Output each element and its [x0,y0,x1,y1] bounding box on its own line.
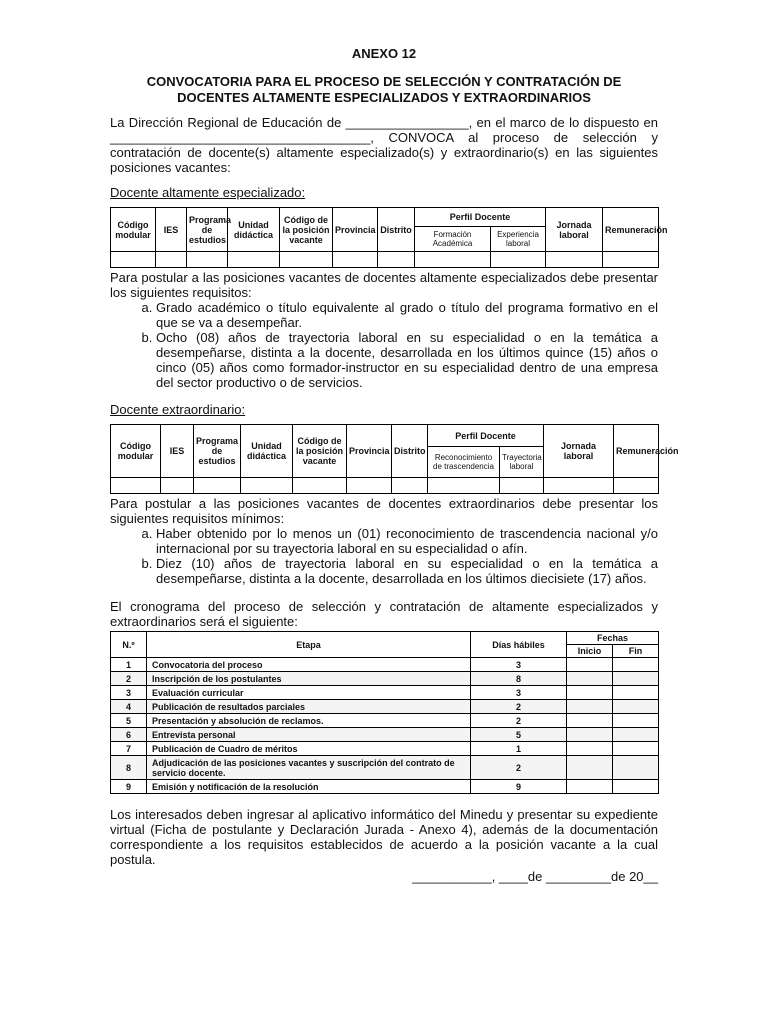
col-remuneracion: Remuneración [614,425,659,478]
col-numero: N.º [111,632,147,658]
col-jornada: Jornada laboral [544,425,614,478]
col-codigo: Código modular [111,208,156,252]
col-provincia: Provincia [333,208,378,252]
row-end [613,700,659,714]
row-stage: Convocatoria del proceso [147,658,471,672]
vacancy-table-extraordinario [110,424,679,494]
row-start [567,742,613,756]
section2-requirements [110,526,658,586]
row-days: 8 [471,672,567,686]
schedule-row [111,780,659,794]
empty-row [111,252,659,268]
row-number: 2 [111,672,147,686]
row-days: 3 [471,658,567,672]
annex-label: ANEXO 12 [351,46,417,61]
row-days: 1 [471,742,567,756]
row-number: 1 [111,658,147,672]
col-reconocimiento: Reconocimiento de trascendencia [428,447,500,478]
row-number: 8 [111,756,147,780]
row-number: 3 [111,686,147,700]
col-jornada: Jornada laboral [546,208,603,252]
row-stage: Presentación y absolución de reclamos. [147,714,471,728]
col-unidad: Unidad didáctica [228,208,280,252]
row-stage: Inscripción de los postulantes [147,672,471,686]
schedule-row [111,658,659,672]
row-end [613,714,659,728]
col-dias: Días hábiles [471,632,567,658]
section2-heading: Docente extraordinario: [110,402,246,417]
row-days: 2 [471,700,567,714]
col-formacion: Formación Académica [415,227,491,252]
col-codigo: Código modular [111,425,161,478]
col-ies: IES [156,208,187,252]
row-number: 5 [111,714,147,728]
row-end [613,672,659,686]
col-programa: Programa de estudios [194,425,241,478]
row-number: 4 [111,700,147,714]
document-title [110,74,658,106]
col-remuneracion: Remuneración [603,208,659,252]
row-number: 9 [111,780,147,794]
row-stage: Publicación de resultados parciales [147,700,471,714]
row-end [613,658,659,672]
row-number: 7 [111,742,147,756]
row-end [613,728,659,742]
requirement-item: a. Haber obtenido por lo menos un (01) reconocimiento de trascendencia nacional y/o internacional por su trayectoria laboral en su especialidad o afín. [156,526,658,556]
col-perfil: Perfil Docente [415,208,546,227]
row-end [613,756,659,780]
row-end [613,686,659,700]
schedule-row [111,672,659,686]
requirement-item: b. Ocho (08) años de trayectoria laboral en su especialidad o en la temática a desempeñarse, distinta a la docente, desarrollada en los últimos quince (15) años o cinco (05) años como formador-instructor en su especialidad dentro de una empresa del sector productivo o de servicios. [156,330,658,390]
col-perfil: Perfil Docente [428,425,544,447]
row-start [567,686,613,700]
schedule-row [111,700,659,714]
intro-paragraph: La Dirección Regional de Educación de _________________, en el marco de lo dispuesto en ____________________________________, CONVOCA al proceso de selección y contratación de docente(s) altamente especializado(s) y extraordinario(s) en las siguientes posiciones vacantes: [110,115,658,175]
row-start [567,672,613,686]
schedule-row [111,686,659,700]
col-provincia: Provincia [347,425,392,478]
row-stage: Entrevista personal [147,728,471,742]
row-start [567,780,613,794]
row-stage: Adjudicación de las posiciones vacantes y suscripción del contrato de servicio docente. [147,756,471,780]
row-days: 3 [471,686,567,700]
schedule-row [111,714,659,728]
section1-requirements [110,300,658,390]
col-fin: Fin [613,645,659,658]
row-start [567,658,613,672]
col-experiencia: Experiencia laboral [491,227,546,252]
col-codigo-posicion: Código de la posición vacante [280,208,333,252]
row-start [567,728,613,742]
schedule-row [111,742,659,756]
row-days: 2 [471,714,567,728]
row-start [567,714,613,728]
section1-heading: Docente altamente especializado: [110,185,306,200]
row-stage: Publicación de Cuadro de méritos [147,742,471,756]
col-etapa: Etapa [147,632,471,658]
row-days: 2 [471,756,567,780]
schedule-intro: El cronograma del proceso de selección y contratación de altamente especializados y extraordinarios será el siguiente: [110,599,658,629]
title-line-2: DOCENTES ALTAMENTE ESPECIALIZADOS Y EXTRAORDINARIOS [177,90,591,105]
row-end [613,780,659,794]
vacancy-table-especializado [110,207,668,268]
section1-req-intro: Para postular a las posiciones vacantes de docentes altamente especializados debe presentar los siguientes requisitos: [110,270,658,300]
row-end [613,742,659,756]
section2-req-intro: Para postular a las posiciones vacantes de docentes extraordinarios debe presentar los siguientes requisitos mínimos: [110,496,658,526]
schedule-row [111,756,659,780]
requirement-item: a. Grado académico o título equivalente al grado o título del programa formativo en el que se va a desempeñar. [156,300,658,330]
closing-paragraph: Los interesados deben ingresar al aplicativo informático del Minedu y presentar su expediente virtual (Ficha de postulante y Declaración Jurada - Anexo 4), además de la documentación correspondiente a los requisitos establecidos de acuerdo a la posición vacante a la cual postula. [110,807,658,867]
col-inicio: Inicio [567,645,613,658]
row-start [567,756,613,780]
schedule-table [110,631,659,794]
col-programa: Programa de estudios [187,208,228,252]
col-ies: IES [161,425,194,478]
col-fechas: Fechas [567,632,659,645]
col-trayectoria: Trayectoria laboral [500,447,544,478]
col-distrito: Distrito [378,208,415,252]
row-stage: Evaluación curricular [147,686,471,700]
row-start [567,700,613,714]
col-unidad: Unidad didáctica [241,425,293,478]
row-days: 9 [471,780,567,794]
schedule-row [111,728,659,742]
empty-row [111,478,659,494]
document-page [110,46,679,884]
date-line: ___________, ____de _________de 20__ [412,869,658,884]
row-stage: Emisión y notificación de la resolución [147,780,471,794]
col-codigo-posicion: Código de la posición vacante [293,425,347,478]
row-days: 5 [471,728,567,742]
title-line-1: CONVOCATORIA PARA EL PROCESO DE SELECCIÓN Y CONTRATACIÓN DE [146,74,622,89]
row-number: 6 [111,728,147,742]
col-distrito: Distrito [392,425,428,478]
requirement-item: b. Diez (10) años de trayectoria laboral en su especialidad o en la temática a desempeñarse, distinta a la docente, desarrollada en los últimos diecisiete (17) años. [156,556,658,586]
